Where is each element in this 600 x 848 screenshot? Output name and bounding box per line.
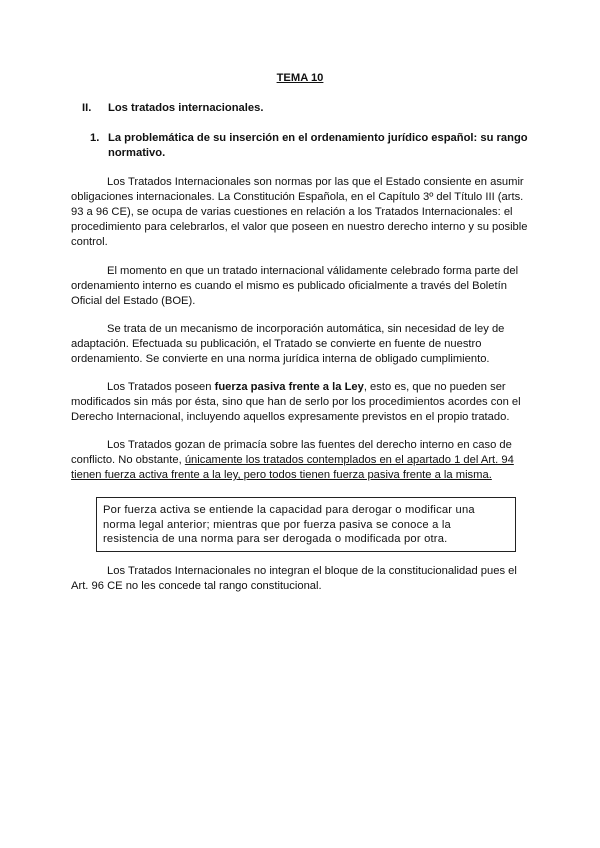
subsection-number: 1. [90, 132, 100, 144]
paragraph-6: Los Tratados Internacionales no integran el bloque de la constitucionalidad pues el Art. 96 CE no les concede tal rango constitucional. [71, 565, 517, 592]
definition-box: Por fuerza activa se entiende la capacidad para derogar o modificar una norma legal anterior; mientras que por fuerza pasiva se conoce a la resistencia de una norma para ser derogada o modificada por otra. [96, 497, 516, 552]
paragraph-4-bold: fuerza pasiva frente a la Ley [214, 381, 364, 393]
paragraph-4-end: , esto es, que no pueden ser modificados sin más por ésta, sino que han de serlo por los procedimientos acordes con el Derecho Internacional, incluyendo aquellos expresamente previstos en el propio tratado. [71, 381, 521, 423]
subsection-label: La problemática de su inserción en el ordenamiento jurídico español: su rango normativo. [108, 132, 528, 159]
section-heading [82, 101, 263, 116]
paragraph-5-underlined: únicamente los tratados contemplados en el apartado 1 del Art. 94 tienen fuerza activa frente a la ley, pero todos tienen fuerza pasiva frente a la misma. [71, 454, 514, 481]
paragraph-5-start: Los Tratados gozan de primacía sobre las fuentes del derecho interno en caso de conflicto. No obstante, [71, 439, 512, 466]
paragraph-2: El momento en que un tratado internacional válidamente celebrado forma parte del ordenamiento interno es cuando el mismo es publicado oficialmente a través del Boletín Oficial del Estado (BOE). [71, 265, 519, 307]
subsection-heading [90, 131, 530, 161]
paragraph-5 [71, 438, 531, 483]
paragraph-1: Los Tratados Internacionales son normas por las que el Estado consiente en asumir obligaciones internacionales. La Constitución Española, en el Capítulo 3º del Título III (arts. 93 a 96 CE), se ocupa de varias cuestiones en relación a los Tratados Internacionales: el procedimiento para celebrarlos, el valor que poseen en nuestro derecho interno y su posible control. [71, 176, 528, 248]
paragraph-4-start: Los Tratados poseen [107, 381, 215, 393]
paragraph-3: Se trata de un mecanismo de incorporación automática, sin necesidad de ley de adaptación. Efectuada su publicación, el Tratado se convierte en fuente de nuestro ordenamiento. Se convierte en una norma jurídica interna de obligado cumplimiento. [71, 323, 505, 365]
section-number: II. [82, 102, 92, 114]
page-title: TEMA 10 [276, 72, 324, 84]
paragraph-4 [71, 380, 531, 425]
section-label: Los tratados internacionales. [108, 102, 264, 114]
